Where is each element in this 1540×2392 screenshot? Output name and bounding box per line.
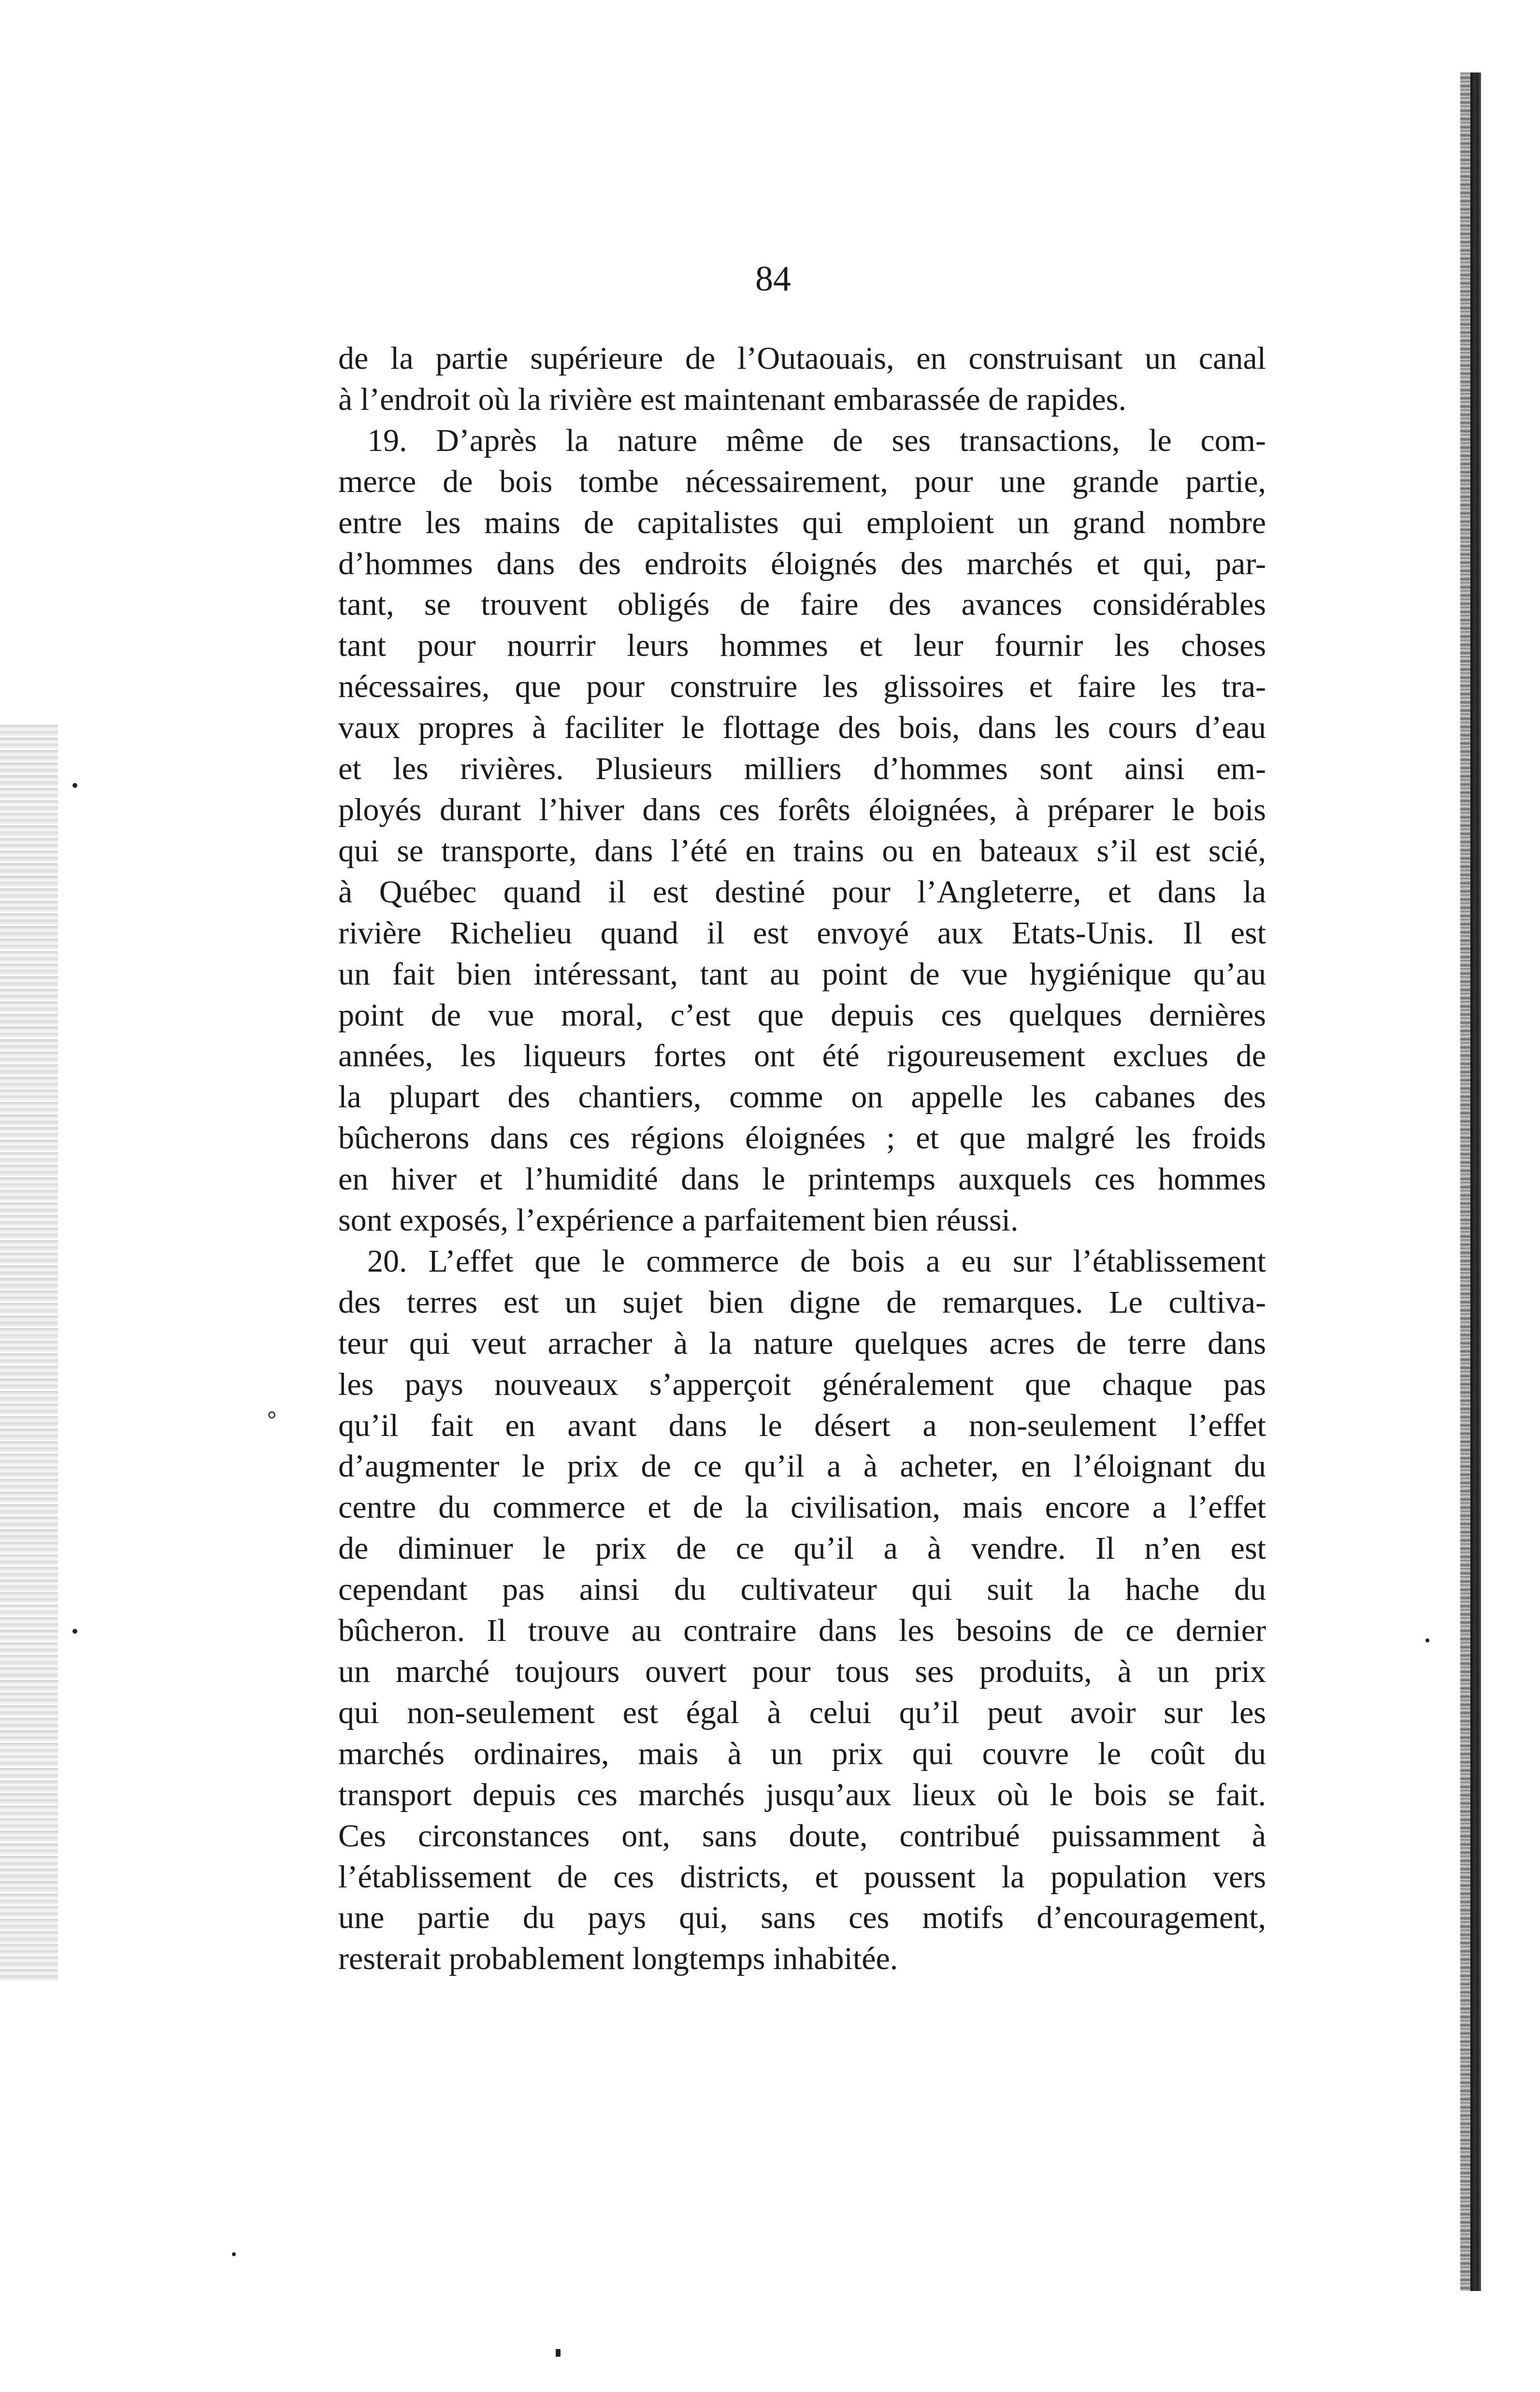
binding-edge: [1470, 72, 1481, 2291]
text-line: cependant pas ainsi du cultivateur qui suit la hache du: [338, 1572, 1266, 1608]
text-line: rivière Richelieu quand il est envoyé aux Etats-Unis. Il est: [338, 915, 1266, 951]
text-line: un marché toujours ouvert pour tous ses produits, à un prix: [338, 1654, 1266, 1689]
scan-speck: [556, 2349, 561, 2357]
scan-speck: [72, 1629, 77, 1634]
text-line: merce de bois tombe nécessairement, pour une grande partie,: [338, 464, 1266, 499]
text-line: une partie du pays qui, sans ces motifs d’encouragement,: [338, 1900, 1266, 1936]
text-line: qu’il fait en avant dans le désert a non-seulement l’effet: [338, 1407, 1266, 1443]
text-line: d’hommes dans des endroits éloignés des marchés et qui, par-: [338, 546, 1266, 581]
text-line: à Québec quand il est destiné pour l’Angleterre, et dans la: [338, 874, 1266, 910]
text-line: les pays nouveaux s’apperçoit généralement que chaque pas: [338, 1366, 1266, 1402]
page-number: 84: [755, 259, 791, 299]
paragraph-20-start: 20. L’effet que le commerce de bois a eu sur l’établissement: [367, 1243, 1266, 1279]
text-line: tant pour nourrir leurs hommes et leur fournir les choses: [338, 628, 1266, 664]
text-line: sont exposés, l’expérience a parfaitement bien réussi.: [338, 1203, 1019, 1238]
text-line: bûcheron. Il trouve au contraire dans les besoins de ce dernier: [338, 1613, 1266, 1649]
text-line: nécessaires, que pour construire les glissoires et faire les tra-: [338, 669, 1266, 705]
text-line: teur qui veut arracher à la nature quelques acres de terre dans: [338, 1325, 1266, 1361]
text-line: années, les liqueurs fortes ont été rigoureusement exclues de: [338, 1038, 1266, 1074]
scan-speck: [232, 2252, 236, 2256]
text-line: ployés durant l’hiver dans ces forêts éloignées, à préparer le bois: [338, 792, 1266, 827]
text-line: l’établissement de ces districts, et poussent la population vers: [338, 1859, 1266, 1895]
paragraph-19-start: 19. D’après la nature même de ses transactions, le com-: [367, 422, 1266, 458]
text-line: à l’endroit où la rivière est maintenant embarassée de rapides.: [338, 381, 1126, 417]
binding-shadow: [1460, 72, 1470, 2291]
text-line: de la partie supérieure de l’Outaouais, en construisant un canal: [338, 341, 1266, 376]
text-line: qui non-seulement est égal à celui qu’il peut avoir sur les: [338, 1695, 1266, 1730]
text-line: resterait probablement longtemps inhabitée.: [338, 1941, 898, 1977]
text-line: d’augmenter le prix de ce qu’il a à acheter, en l’éloignant du: [338, 1449, 1266, 1484]
text-line: transport depuis ces marchés jusqu’aux lieux où le bois se fait.: [338, 1777, 1266, 1812]
text-line: tant, se trouvent obligés de faire des avances considérables: [338, 587, 1266, 623]
scan-speck: [72, 783, 77, 788]
left-margin-speckle: [0, 725, 58, 1982]
text-line: vaux propres à faciliter le flottage des bois, dans les cours d’eau: [338, 710, 1266, 746]
text-line: et les rivières. Plusieurs milliers d’hommes sont ainsi em-: [338, 751, 1266, 787]
scan-speck: [1425, 1638, 1429, 1642]
text-line: bûcherons dans ces régions éloignées ; et que malgré les froids: [338, 1120, 1266, 1156]
text-line: de diminuer le prix de ce qu’il a à vendre. Il n’en est: [338, 1531, 1266, 1566]
text-line: qui se transporte, dans l’été en trains ou en bateaux s’il est scié,: [338, 833, 1266, 869]
text-line: point de vue moral, c’est que depuis ces quelques dernières: [338, 997, 1266, 1033]
text-line: marchés ordinaires, mais à un prix qui couvre le coût du: [338, 1736, 1266, 1771]
body-text: [338, 338, 1266, 1980]
text-line: Ces circonstances ont, sans doute, contribué puissamment à: [338, 1818, 1266, 1854]
scan-speck: [268, 1411, 275, 1419]
text-line: en hiver et l’humidité dans le printemps auxquels ces hommes: [338, 1161, 1266, 1197]
text-line: des terres est un sujet bien digne de remarques. Le cultiva-: [338, 1284, 1266, 1320]
text-line: un fait bien intéressant, tant au point de vue hygiénique qu’au: [338, 956, 1266, 992]
text-line: la plupart des chantiers, comme on appelle les cabanes des: [338, 1079, 1266, 1115]
text-line: centre du commerce et de la civilisation, mais encore a l’effet: [338, 1490, 1266, 1525]
text-line: entre les mains de capitalistes qui emploient un grand nombre: [338, 505, 1266, 540]
